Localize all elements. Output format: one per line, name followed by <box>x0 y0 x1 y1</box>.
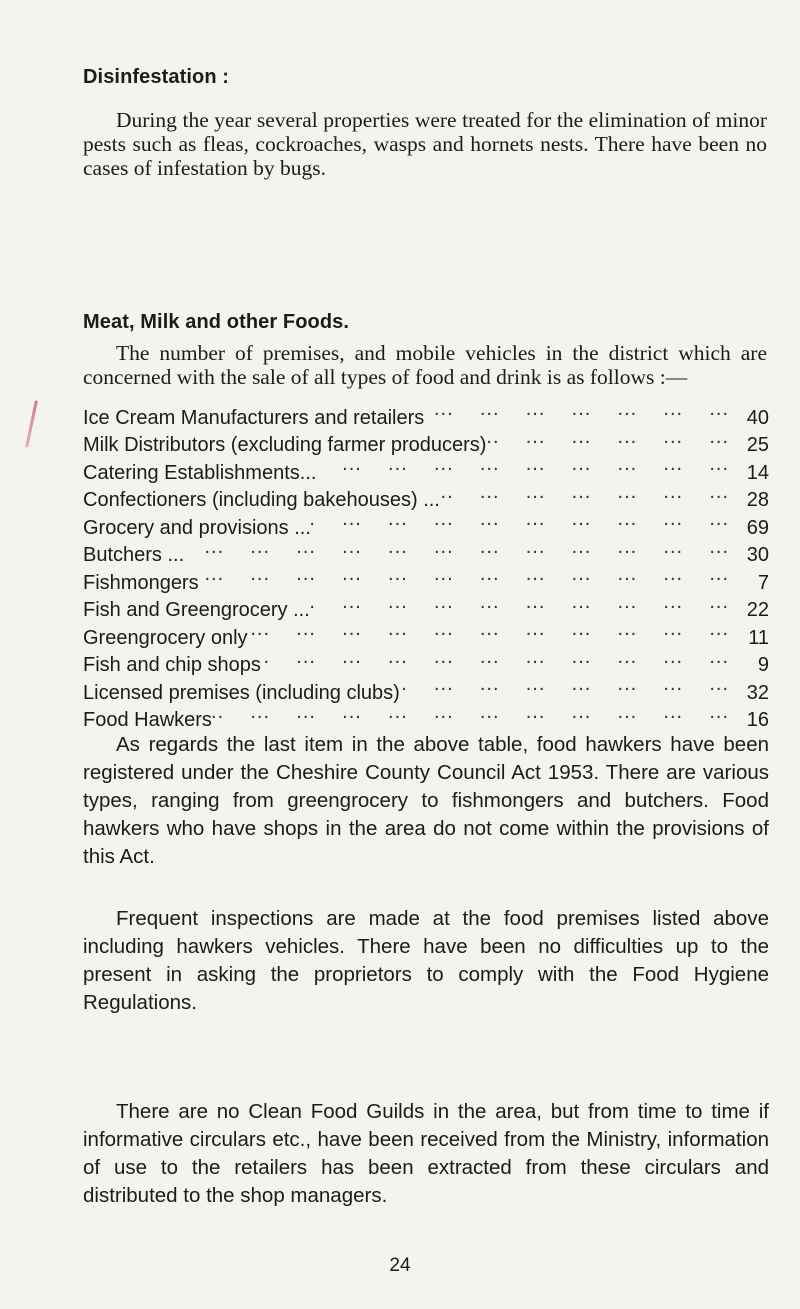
dot-leader <box>424 396 733 424</box>
premises-label: Fish and Greengrocery ... <box>83 599 310 621</box>
list-item <box>83 396 769 429</box>
premises-count: 14 <box>746 461 769 484</box>
premises-label: Grocery and provisions ... <box>83 516 311 539</box>
dot-leader <box>316 451 733 479</box>
premises-label: Licensed premises (including clubs) <box>83 681 400 704</box>
dot-leader <box>311 506 733 534</box>
dot-leader <box>261 644 733 672</box>
premises-label: Milk Distributors (excluding farmer producers) <box>83 434 487 456</box>
premises-count: 11 <box>748 626 769 649</box>
premises-label: Butchers ... <box>83 544 185 566</box>
dot-leader <box>212 699 733 727</box>
list-item <box>83 534 769 566</box>
margin-pen-mark <box>25 400 38 448</box>
premises-label: Fishmongers <box>83 571 199 594</box>
foods-heading: Meat, Milk and other Foods. <box>83 311 350 333</box>
premises-label: Confectioners (including bakehouses) ... <box>83 489 440 511</box>
dot-leader <box>486 424 733 452</box>
dot-leader <box>440 479 733 507</box>
disinfestation-heading: Disinfestation : <box>83 66 230 88</box>
premises-label: Greengrocery only <box>83 626 248 649</box>
inspections-paragraph: Frequent inspections are made at the food premises listed above including hawkers vehicles. There have been no difficulties up to the present in asking the proprietors to comply with the Food Hygiene Regulations. <box>83 907 769 1014</box>
premises-count: 7 <box>757 571 769 594</box>
page-number: 24 <box>389 1255 411 1276</box>
list-item <box>83 561 769 594</box>
premises-count: 28 <box>746 489 769 511</box>
dot-leader <box>248 616 733 644</box>
premises-count: 40 <box>746 406 769 429</box>
dot-leader <box>310 589 733 617</box>
premises-count: 69 <box>746 516 769 539</box>
dot-leader <box>184 534 733 562</box>
premises-label: Ice Cream Manufacturers and retailers <box>83 406 425 429</box>
premises-label: Fish and chip shops <box>83 654 261 676</box>
premises-count: 16 <box>746 709 769 731</box>
premises-label: Catering Establishments... <box>83 461 317 484</box>
disinfestation-paragraph: During the year several properties were treated for the elimination of minor pests such as fleas, cockroaches, wasps and hornets nests. There have been no cases of infestation by bugs. <box>83 108 767 180</box>
food-guilds-paragraph: There are no Clean Food Guilds in the area, but from time to time if informative circulars etc., have been received from the Ministry, information of use to the retailers has been extracted from these circulars and distributed to the shop managers. <box>83 1100 769 1207</box>
foods-intro-paragraph: The number of premises, and mobile vehicles in the district which are concerned with the sale of all types of food and drink is as follows :— <box>83 341 767 389</box>
premises-label: Food Hawkers <box>83 709 212 731</box>
premises-list <box>83 396 769 731</box>
premises-count: 22 <box>746 599 769 621</box>
premises-count: 25 <box>746 434 769 456</box>
hawkers-paragraph: As regards the last item in the above table, food hawkers have been registered under the Cheshire County Council Act 1953. There are various types, ranging from greengrocery to fishmongers and butchers. Food hawkers who have shops in the area do not come within the provisions of this Act. <box>83 733 769 868</box>
dot-leader <box>199 561 733 589</box>
premises-count: 30 <box>746 544 769 566</box>
premises-count: 9 <box>757 654 769 676</box>
premises-count: 32 <box>746 681 769 704</box>
dot-leader <box>400 671 733 699</box>
